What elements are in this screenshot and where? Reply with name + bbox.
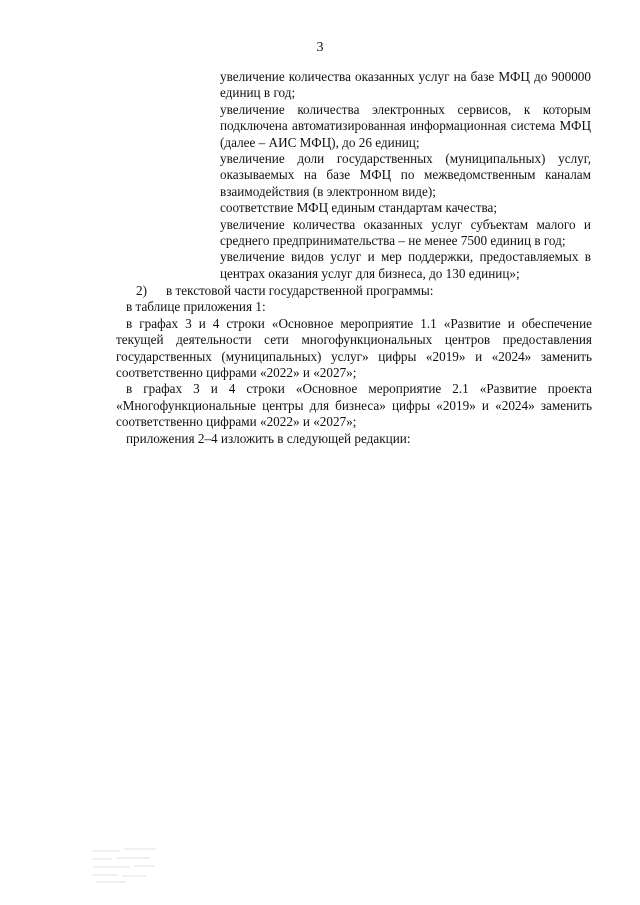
- paragraph: в таблице приложения 1:: [126, 299, 266, 315]
- list-item: увеличение количества оказанных услуг субъектам малого и среднего предпринимательства – не менее 7500 единиц в год;: [220, 216, 591, 249]
- paragraph: в графах 3 и 4 строки «Основное мероприятие 2.1 «Развитие проекта «Многофункциональные центры для бизнеса» цифры «2019» и «2024» заменить соответственно цифрами «2022» и «2027»;: [116, 381, 592, 430]
- paragraph: приложения 2–4 изложить в следующей редакции:: [126, 430, 411, 446]
- amendments-text: [116, 283, 592, 447]
- list-item: увеличение количества оказанных услуг на базе МФЦ до 900000 единиц в год;: [220, 69, 591, 101]
- list-item: увеличение доли государственных (муниципальных) услуг, оказываемых на базе МФЦ по межведомственным каналам взаимодействия (в электронном виде);: [220, 151, 591, 199]
- goals-list: [220, 69, 591, 282]
- numbered-item: [116, 283, 592, 299]
- list-item: увеличение видов услуг и мер поддержки, предоставляемых в центрах оказания услуг для бизнеса, до 130 единиц»;: [220, 249, 591, 281]
- item-text: в текстовой части государственной программы:: [166, 283, 434, 298]
- paragraph: в графах 3 и 4 строки «Основное мероприятие 1.1 «Развитие и обеспечение текущей деятельности сети многофункциональных центров предоставления государственных (муниципальных) услуг» цифры «2019» и «2024» заменить соответственно цифрами «2022» и «2027»;: [116, 315, 592, 381]
- item-number: 2): [136, 283, 147, 298]
- list-item: увеличение количества электронных сервисов, к которым подключена автоматизированная информационная система МФЦ (далее – АИС МФЦ), до 26 единиц;: [220, 101, 591, 150]
- faded-stamp: [90, 845, 160, 885]
- list-item: соответствие МФЦ единым стандартам качества;: [220, 200, 498, 216]
- page-number: 3: [316, 40, 324, 55]
